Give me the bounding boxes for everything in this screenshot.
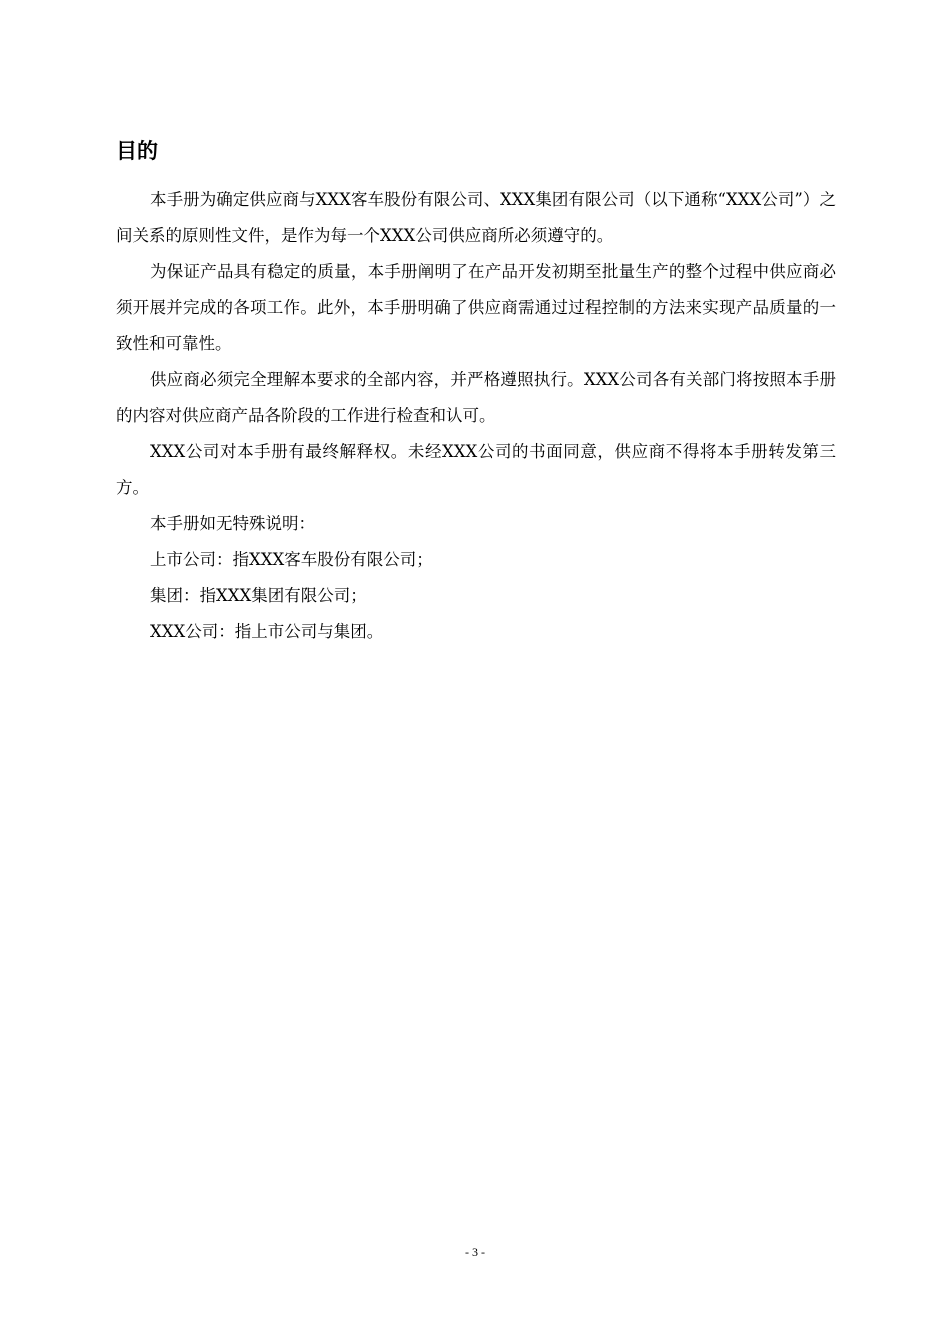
paragraph-quality: 为保证产品具有稳定的质量，本手册阐明了在产品开发初期至批量生产的整个过程中供应商必须开展并完成的各项工作。此外，本手册明确了供应商需通过过程控制的方法来实现产品质量的一致性和可靠性。 bbox=[116, 262, 836, 353]
page-number: - 3 - bbox=[465, 1245, 485, 1259]
section-heading: 目的 bbox=[116, 139, 158, 163]
paragraph-definition-group: 集团：指XXX集团有限公司； bbox=[150, 586, 367, 605]
paragraph-definition-xxx-company: XXX公司：指上市公司与集团。 bbox=[150, 622, 384, 641]
paragraph-compliance: 供应商必须完全理解本要求的全部内容，并严格遵照执行。XXX公司各有关部门将按照本手册的内容对供应商产品各阶段的工作进行检查和认可。 bbox=[116, 370, 836, 425]
body-text bbox=[116, 182, 836, 650]
paragraph-purpose: 本手册为确定供应商与XXX客车股份有限公司、XXX集团有限公司（以下通称“XXX公司”）之间关系的原则性文件，是作为每一个XXX公司供应商所必须遵守的。 bbox=[116, 190, 836, 245]
paragraph-interpretation: XXX公司对本手册有最终解释权。未经XXX公司的书面同意，供应商不得将本手册转发第三方。 bbox=[116, 442, 836, 497]
paragraph-definition-listed-company: 上市公司：指XXX客车股份有限公司； bbox=[150, 550, 433, 569]
paragraph-definitions-intro: 本手册如无特殊说明： bbox=[150, 514, 315, 533]
